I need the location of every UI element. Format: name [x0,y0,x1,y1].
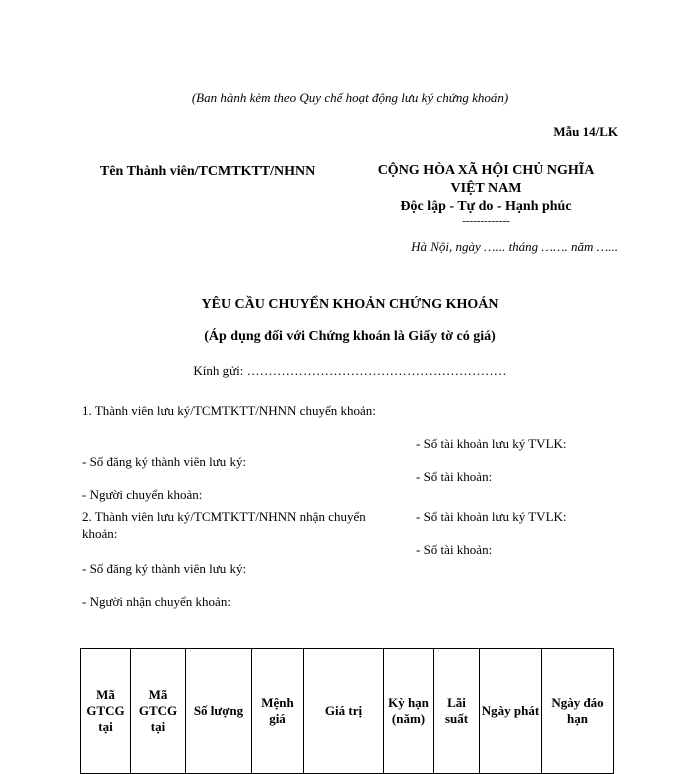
date-line: Hà Nội, ngày …... tháng ……. năm …... [411,239,618,254]
col-header-term: Kỳ hạn (năm) [384,649,434,774]
col-header-par-value: Mệnh giá [252,649,304,774]
transferring-member-heading: 1. Thành viên lưu ký/TCMTKTT/NHNN chuyển khoản: [82,403,376,418]
col-header-issue-date: Ngày phát [480,649,542,774]
issued-with-note: (Ban hành kèm theo Quy chế hoạt động lưu ký chứng khoán) [191,90,509,105]
receiving-person: - Người nhận chuyển khoản: [82,594,231,609]
form-code: Mẫu 14/LK [553,124,618,139]
header-rule: ------------- [462,215,510,227]
col-header-code-2: Mã GTCG tại [131,649,186,774]
transferring-person: - Người chuyển khoản: [82,487,203,502]
recipient-line: Kính gửi: …………………………………………………… [193,363,507,378]
country-name-line1: CỘNG HÒA XÃ HỘI CHỦ NGHĨA [377,163,595,178]
document-subtitle: (Áp dụng đối với Chứng khoán là Giấy tờ có giá) [204,329,496,344]
col-header-maturity-date: Ngày đáo hạn [542,649,614,774]
member-name-label: Tên Thành viên/TCMTKTT/NHNN [100,164,316,179]
country-name-line2: VIỆT NAM [450,181,522,196]
table-header-row [81,649,614,774]
securities-table [80,648,614,774]
transferring-member-reg-no: - Số đăng ký thành viên lưu ký: [82,454,247,469]
document-title: YÊU CẦU CHUYỂN KHOẢN CHỨNG KHOÁN [201,297,499,312]
col-header-code-1: Mã GTCG tại [81,649,131,774]
col-header-quantity: Số lượng [186,649,252,774]
receiving-member-heading: 2. Thành viên lưu ký/TCMTKTT/NHNN nhận chuyển khoản: [82,509,366,541]
col-header-interest-rate: Lãi suất [434,649,480,774]
receiving-member-reg-no: - Số đăng ký thành viên lưu ký: [82,561,247,576]
receiving-account: - Số tài khoản: [416,542,493,557]
transferring-vsd-account: - Số tài khoản lưu ký TVLK: [416,436,567,451]
national-header [362,162,610,226]
col-header-value: Giá trị [304,649,384,774]
receiving-vsd-account: - Số tài khoản lưu ký TVLK: [416,509,567,524]
transferring-account: - Số tài khoản: [416,469,493,484]
national-motto: Độc lập - Tự do - Hạnh phúc [400,199,572,214]
